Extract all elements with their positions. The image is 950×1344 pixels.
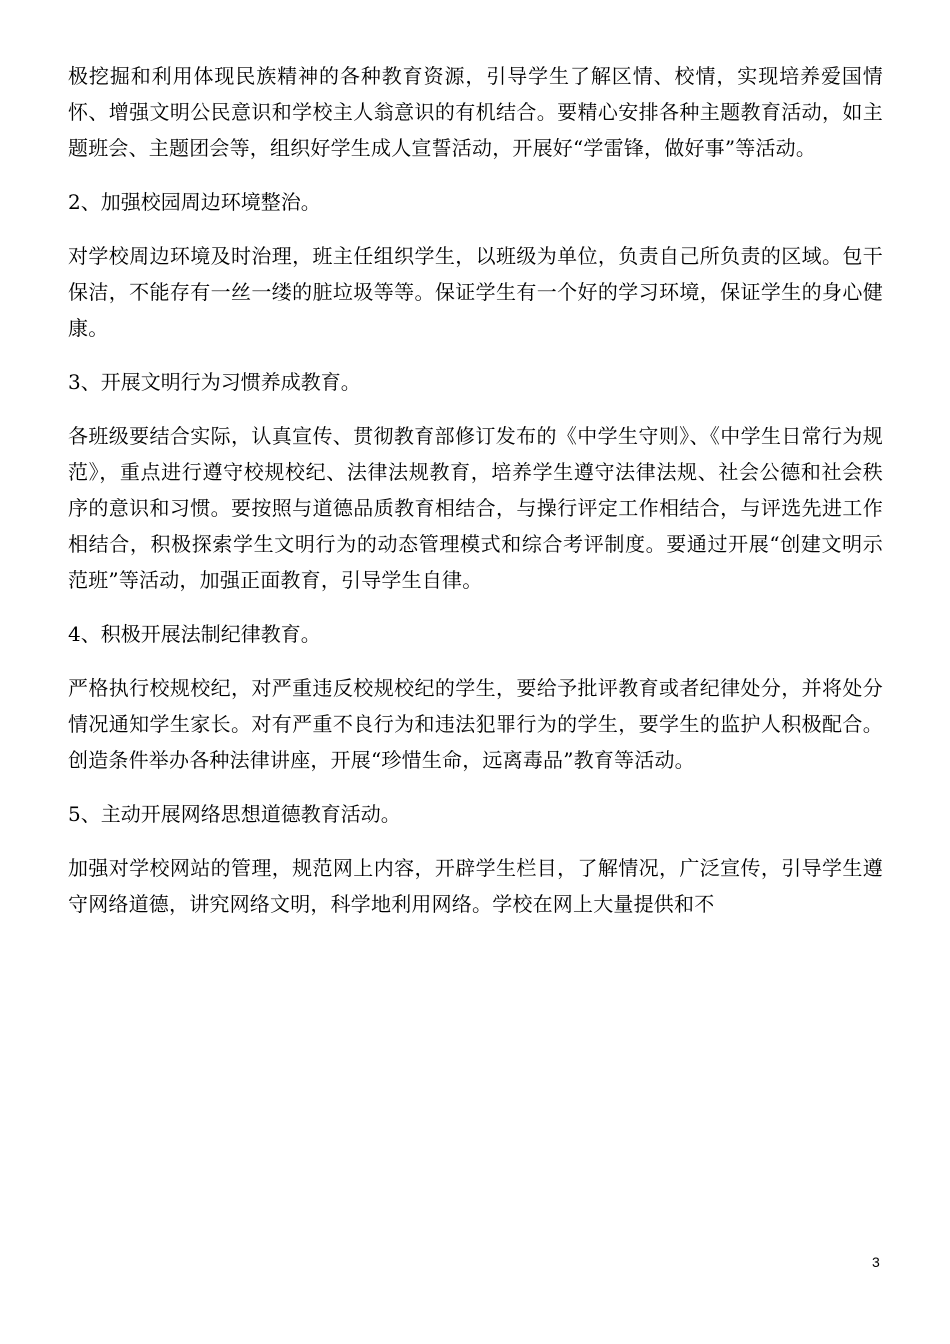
page-number: 3 [872,1254,880,1270]
section-heading: 4、积极开展法制纪律教育。 [68,622,321,646]
paragraph-body: 各班级要结合实际，认真宣传、贯彻教育部修订发布的《中学生守则》、《中学生日常行为规范》，重点进行遵守校规校纪、法律法规教育，培养学生遵守法律法规、社会公德和社会秩序的意识和习惯。要按照与道德品质教育相结合，与操行评定工作相结合，与评选先进工作相结合，积极探索学生文明行为的动态管理模式和综合考评制度。要通过开展“创建文明示范班”等活动，加强正面教育，引导学生自律。 [68,424,883,592]
paragraph-body: 极挖掘和利用体现民族精神的各种教育资源，引导学生了解区情、校情，实现培养爱国情怀、增强文明公民意识和学校主人翁意识的有机结合。要精心安排各种主题教育活动，如主题班会、主题团会等，组织好学生成人宣誓活动，开展好“学雷锋，做好事”等活动。 [68,64,883,160]
paragraph-body: 对学校周边环境及时治理，班主任组织学生，以班级为单位，负责自己所负责的区域。包干保洁，不能存有一丝一缕的脏垃圾等等。保证学生有一个好的学习环境，保证学生的身心健康。 [68,244,883,340]
document-body [68,58,883,940]
paragraph-body: 加强对学校网站的管理，规范网上内容，开辟学生栏目，了解情况，广泛宣传，引导学生遵守网络道德，讲究网络文明，科学地利用网络。学校在网上大量提供和不 [68,856,883,916]
section-heading: 2、加强校园周边环境整治。 [68,190,321,214]
paragraph-body: 严格执行校规校纪，对严重违反校规校纪的学生，要给予批评教育或者纪律处分，并将处分情况通知学生家长。对有严重不良行为和违法犯罪行为的学生，要学生的监护人积极配合。创造条件举办各种法律讲座，开展“珍惜生命，远离毒品”教育等活动。 [68,676,883,772]
section-heading: 3、开展文明行为习惯养成教育。 [68,370,361,394]
section-heading: 5、主动开展网络思想道德教育活动。 [68,802,401,826]
